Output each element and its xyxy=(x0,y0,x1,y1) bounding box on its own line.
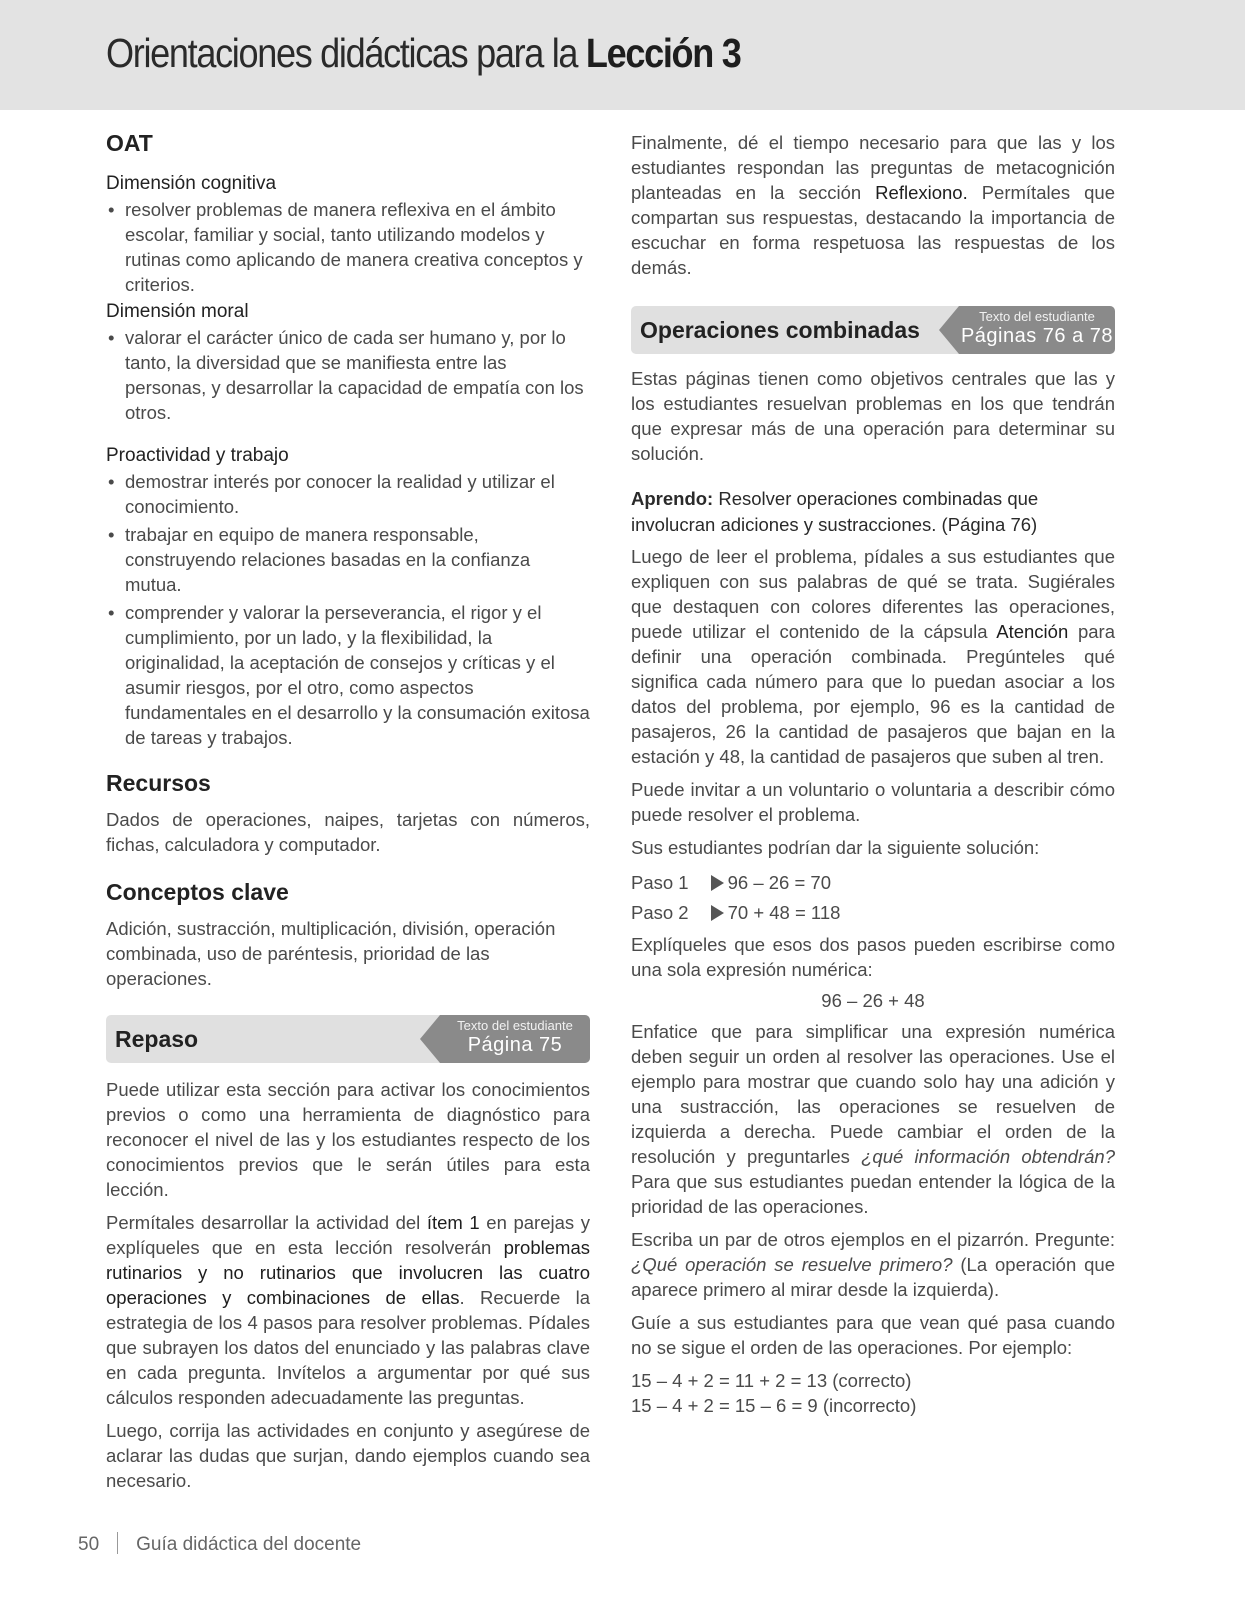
text-run: en parejas y explíqueles que en esta lección resolverán xyxy=(106,1212,590,1258)
repaso-paragraph-1: Puede utilizar esta sección para activar los conocimientos previos o como una herramienta de diagnóstico para reconocer el nivel de las y los estudiantes respecto de los conocimientos previos que le serán útiles para esta lección. xyxy=(106,1079,590,1200)
left-column xyxy=(106,130,590,1493)
proactividad-label: Proactividad y trabajo xyxy=(106,445,289,466)
page-footer xyxy=(78,1532,361,1556)
tag-label: Texto del estudiante xyxy=(457,1018,573,1033)
list-item: • demostrar interés por conocer la realidad y utilizar el conocimiento. xyxy=(106,469,590,519)
proactividad-list xyxy=(106,469,590,750)
page-header xyxy=(0,0,1245,110)
solucion-paragraph: Sus estudiantes podrían dar la siguiente solución: xyxy=(631,837,1040,858)
operaciones-page-tag xyxy=(959,306,1115,354)
list-item: • comprender y valorar la perseverancia, el rigor y el cumplimiento, por un lado, y la flexibilidad, la originalidad, la aceptación de consejos y críticas y el asumir riesgos, por el otro, como aspectos fundamentales en el desarrollo y la consumación exitosa de tareas y trabajos. xyxy=(106,600,590,750)
right-column xyxy=(631,130,1115,1418)
page-title xyxy=(106,30,740,77)
list-item: • resolver problemas de manera reflexiva en el ámbito escolar, familiar y social, tanto utilizando modelos y rutinas como aplicando de manera creativa conceptos y criterios. xyxy=(106,197,590,297)
dimension-cognitiva-label: Dimensión cognitiva xyxy=(106,173,277,194)
conceptos-text: Adición, sustracción, multiplicación, división, operación combinada, uso de paréntesis, prioridad de las operaciones. xyxy=(106,918,556,989)
repaso-paragraph-3: Luego, corrija las actividades en conjunto y asegúrese de aclarar las dudas que surjan, dando ejemplos cuando sea necesario. xyxy=(106,1420,590,1491)
repaso-page-tag xyxy=(440,1015,590,1063)
example-correct: 15 – 4 + 2 = 11 + 2 = 13 (correcto) xyxy=(631,1370,912,1391)
intro-paragraph xyxy=(631,130,1115,280)
list-item: • valorar el carácter único de cada ser humano y, por lo tanto, la diversidad que se manifiesta entre las personas, y desarrollar la capacidad de empatía con los otros. xyxy=(106,325,590,425)
list-item: • trabajar en equipo de manera responsable, construyendo relaciones basadas en la confianza mutua. xyxy=(106,522,590,597)
step-2 xyxy=(631,898,1115,928)
text-run: Enfatice que para simplificar una expresión numérica deben seguir un orden al resolver las operaciones. Use el ejemplo para mostrar que cuando solo hay una adición y una sustracción, las operaciones se resuelven de izquierda a derecha. Puede cambiar el orden de la resolución y preguntarles xyxy=(631,1021,1115,1167)
repaso-paragraph-2 xyxy=(106,1210,590,1410)
text-run: Luego de leer el problema, pídales a sus estudiantes que expliquen con sus palabras de qué se trata. Sugiérales que destaquen con colores diferentes las operaciones, puede utilizar el contenido de la cápsula xyxy=(631,546,1115,642)
escriba-paragraph xyxy=(631,1227,1115,1302)
title-lesson: Lección 3 xyxy=(585,30,741,76)
reflexiono-ref: Reflexiono. xyxy=(875,182,968,203)
oat-heading: OAT xyxy=(106,130,153,156)
dimension-moral-list xyxy=(106,325,590,425)
text-run: Finalmente, dé el tiempo necesario para que las y los estudiantes respondan las preguntas de metacognición planteadas en la sección xyxy=(631,132,1115,203)
aprendo-label: Aprendo: xyxy=(631,488,714,509)
numeric-expression: 96 – 26 + 48 xyxy=(821,990,925,1011)
step-label: Paso 1 xyxy=(631,872,689,893)
recursos-text: Dados de operaciones, naipes, tarjetas con números, fichas, calculadora y computador. xyxy=(106,809,590,855)
step-1 xyxy=(631,868,1115,898)
guie-paragraph: Guíe a sus estudiantes para que vean qué pasa cuando no se sigue el orden de las operaciones. Por ejemplo: xyxy=(631,1312,1115,1358)
text-run: Resolver operaciones combinadas que involucran adiciones y sustracciones. (Página 76) xyxy=(631,488,1039,535)
tag-pages: Páginas 76 a 78 xyxy=(960,325,1114,347)
solution-steps xyxy=(631,868,1115,928)
text-run: Escriba un par de otros ejemplos en el pizarrón. Pregunte: xyxy=(631,1229,1115,1250)
conceptos-heading: Conceptos clave xyxy=(106,879,289,905)
text-run: Para que sus estudiantes puedan entender la lógica de la prioridad de las operaciones. xyxy=(631,1171,1115,1217)
tag-pages: Página 75 xyxy=(467,1034,563,1056)
recursos-heading: Recursos xyxy=(106,770,211,796)
repaso-banner xyxy=(106,1015,590,1063)
play-arrow-icon xyxy=(711,905,724,921)
italic-question: ¿Qué operación se resuelve primero? xyxy=(631,1254,953,1275)
footer-text: Guía didáctica del docente xyxy=(136,1534,362,1555)
footer-divider xyxy=(117,1532,118,1554)
highlight-text: problemas rutinarios y no rutinarios que involucren las cuatro operaciones y combinaciones de ellas xyxy=(106,1237,590,1308)
example-incorrect: 15 – 4 + 2 = 15 – 6 = 9 (incorrecto) xyxy=(631,1395,917,1416)
step-expression: 70 + 48 = 118 xyxy=(727,902,841,923)
text-run: (La operación que aparece primero al mirar desde la izquierda). xyxy=(631,1254,1115,1300)
operaciones-title: Operaciones combinadas xyxy=(640,317,920,343)
explique-paragraph: Explíqueles que esos dos pasos pueden escribirse como una sola expresión numérica: xyxy=(631,934,1115,980)
atencion-ref: Atención xyxy=(996,621,1069,642)
text-run: para definir una operación combinada. Pregúnteles qué significa cada número para que lo puedan asociar a los datos del problema, por ejemplo, 96 es la cantidad de pasajeros, 26 la cantidad de pasajeros que bajan en la estación y 48, la cantidad de pasajeros que suben al tren. xyxy=(631,621,1115,767)
italic-question: ¿qué información obtendrán? xyxy=(861,1146,1115,1167)
operaciones-banner xyxy=(631,306,1115,354)
play-arrow-icon xyxy=(711,875,724,891)
step-label: Paso 2 xyxy=(631,902,689,923)
text-run: Permítales desarrollar la actividad del xyxy=(106,1212,427,1233)
dimension-cognitiva-list xyxy=(106,197,590,297)
step-expression: 96 – 26 = 70 xyxy=(727,872,831,893)
dimension-moral-label: Dimensión moral xyxy=(106,301,249,322)
tag-label: Texto del estudiante xyxy=(979,309,1095,324)
item-ref: ítem 1 xyxy=(426,1212,480,1233)
objetivos-paragraph: Estas páginas tienen como objetivos centrales que las y los estudiantes resuelvan problemas en los que tendrán que expresar más de una operación para determinar su solución. xyxy=(631,368,1115,464)
text-run: Permítales que compartan sus respuestas, destacando la importancia de escuchar en forma respetuosa las respuestas de los demás. xyxy=(631,182,1115,278)
aprendo-paragraph xyxy=(631,486,1115,538)
title-prefix: Orientaciones didácticas para la xyxy=(106,30,586,76)
luego-paragraph xyxy=(631,544,1115,769)
enfatice-paragraph xyxy=(631,1019,1115,1219)
voluntario-paragraph: Puede invitar a un voluntario o voluntaria a describir cómo puede resolver el problema. xyxy=(631,779,1115,825)
repaso-title: Repaso xyxy=(115,1026,199,1052)
page-number: 50 xyxy=(78,1534,100,1555)
text-run: . Recuerde la estrategia de los 4 pasos para resolver problemas. Pídales que subrayen los datos del enunciado y las palabras clave en cada pregunta. Invítelos a argumentar por qué sus cálculos responden adecuadamente las preguntas. xyxy=(106,1287,590,1408)
